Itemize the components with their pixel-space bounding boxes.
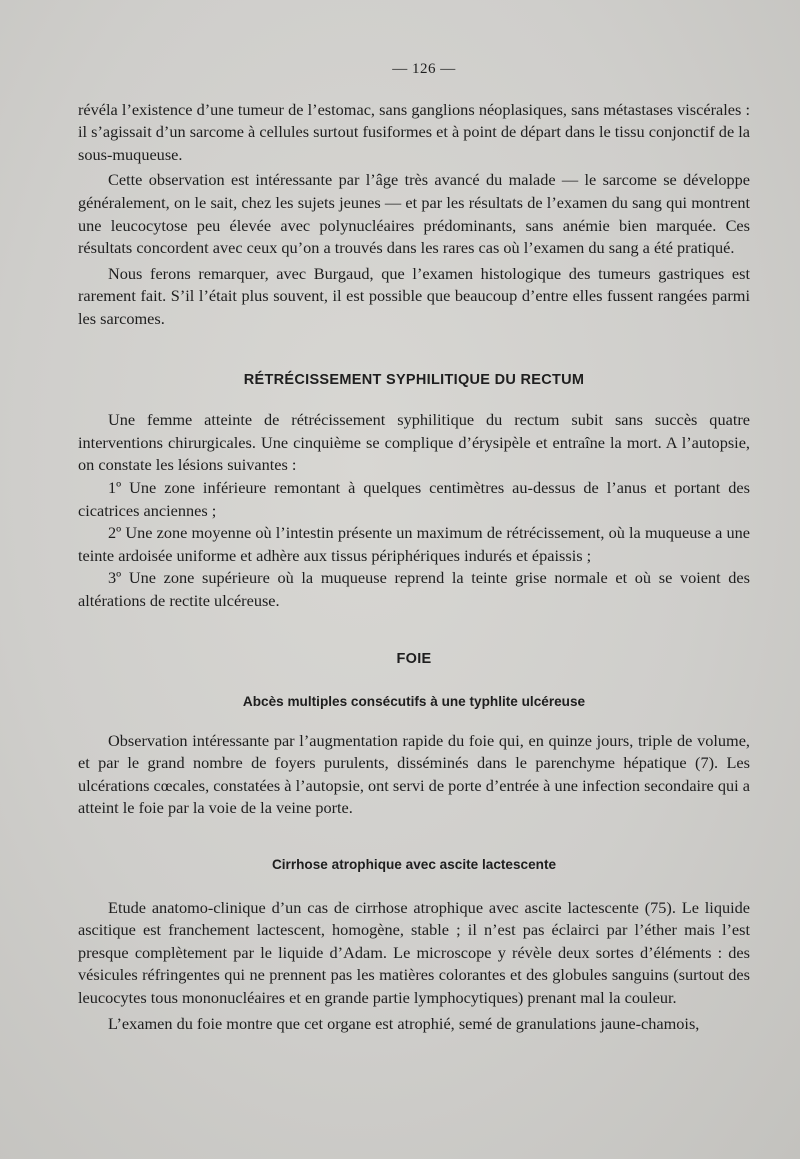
page-number: — 126 —	[392, 61, 456, 77]
intro-paragraph-2: Cette observation est intéressante par l’âge très avancé du malade — le sarcome se développe généralement, on le sait, chez les sujets jeunes — et par les résultats de l’examen du sang qui montrent une leucocytose peu élevée avec polynucléaires prédominants, sans anémie bien marquée. Ces résultats concordent avec ceux qu’on a trouvés dans les rares cas où l’examen du sang a été pratiqué.	[78, 170, 750, 258]
abces-paragraph: Observation intéressante par l’augmentation rapide du foie qui, en quinze jours, triple de volume, et par le grand nombre de foyers purulents, disséminés dans le parenchyme hépatique (7). Les ulcérations cœcales, constatées à l’autopsie, ont servi de porte d’entrée à une infection secondaire qui a atteint le foie par la voie de la veine porte.	[78, 730, 750, 818]
subheading-abces: Abcès multiples consécutifs à une typhlite ulcéreuse	[242, 694, 586, 710]
section-heading-rectum: RÉTRÉCISSEMENT SYPHILITIQUE DU RECTUM	[243, 371, 585, 388]
cirrhose-paragraph-1: Etude anatomo-clinique d’un cas de cirrhose atrophique avec ascite lactescente (75). Le liquide ascitique est franchement lactescent, homogène, stable ; il n’est pas éclairci par l’éther mais l’est presque complètement par le liquide d’Adam. Le microscope y révèle deux sortes d’éléments : des vésicules réfringentes qui ne prennent pas les matières colorantes et des globules sanguins (surtout des leucocytes tous mononucléaires et en grande partie lymphocytiques) prenant mal la couleur.	[78, 897, 750, 1007]
intro-paragraph-3: Nous ferons remarquer, avec Burgaud, que l’examen histologique des tumeurs gastriques est rarement fait. S’il l’était plus souvent, il est possible que beaucoup d’entre elles fussent rangées parmi les sarcomes.	[78, 263, 750, 328]
subheading-cirrhose: Cirrhose atrophique avec ascite lactescente	[271, 857, 557, 873]
rectum-paragraph: Une femme atteinte de rétrécissement syphilitique du rectum subit sans succès quatre interventions chirurgicales. Une cinquième se complique d’érysipèle et entraîne la mort. A l’autopsie, on constate les lésions suivantes :	[78, 410, 750, 475]
rectum-item-1: 1º Une zone inférieure remontant à quelques centimètres au-dessus de l’anus et portant des cicatrices anciennes ;	[78, 477, 750, 520]
rectum-item-3: 3º Une zone supérieure où la muqueuse reprend la teinte grise normale et où se voient des altérations de rectite ulcéreuse.	[78, 568, 750, 610]
cirrhose-paragraph-2: L’examen du foie montre que cet organe est atrophié, semé de granulations jaune-chamois,	[108, 1013, 700, 1033]
page-content	[78, 58, 750, 1035]
intro-paragraph-1: révéla l’existence d’une tumeur de l’estomac, sans ganglions néoplasiques, sans métastases viscérales : il s’agissait d’un sarcome à cellules surtout fusiformes et à point de départ dans le tissu conjonctif de la sous-muqueuse.	[78, 99, 750, 164]
section-heading-foie: FOIE	[396, 651, 432, 668]
rectum-item-2: 2º Une zone moyenne où l’intestin présente un maximum de rétrécissement, où la muqueuse a une teinte ardoisée uniforme et adhère aux tissus périphériques indurés et épaissis ;	[78, 523, 750, 565]
